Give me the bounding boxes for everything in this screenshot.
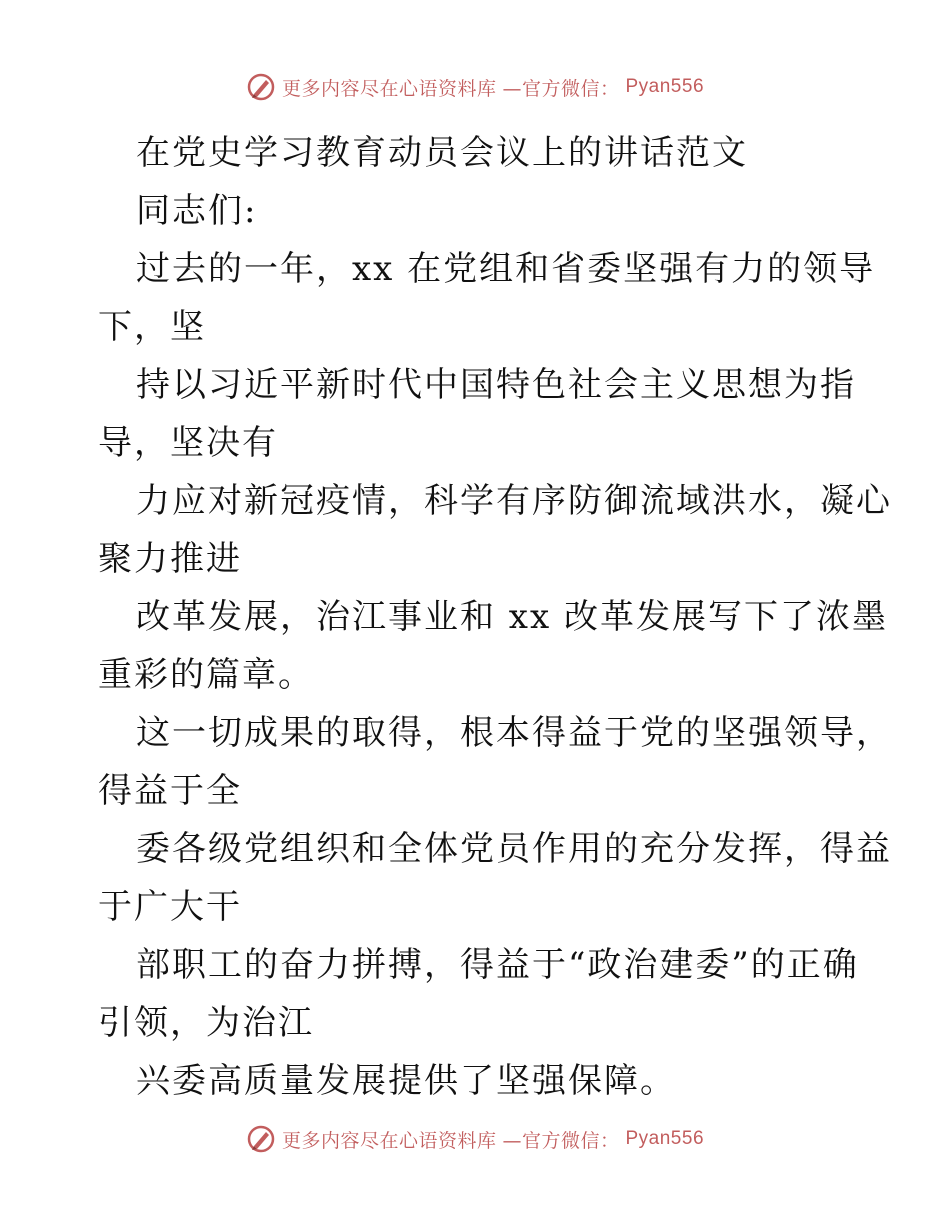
watermark-text: 更多内容尽在心语资料库 <box>281 77 497 100</box>
watermark-footer <box>0 1124 950 1154</box>
paragraph-line: 持以习近平新时代中国特色社会主义思想为指 <box>136 365 856 405</box>
paragraph-line: 聚力推进 <box>98 539 242 579</box>
paragraph-line: 委各级党组织和全体党员作用的充分发挥，得益 <box>136 829 892 869</box>
pen-logo-icon <box>246 1124 276 1154</box>
paragraph-line: 过去的一年，xx 在党组和省委坚强有力的领导 <box>136 249 876 289</box>
watermark-wechat-id: Pyan556 <box>625 1128 705 1149</box>
paragraph-line: 导，坚决有 <box>98 423 278 463</box>
document-title: 在党史学习教育动员会议上的讲话范文 <box>136 133 748 173</box>
paragraph-line: 引领，为治江 <box>98 1003 314 1043</box>
pen-logo-icon <box>246 72 276 102</box>
watermark-separator: —官方微信： <box>502 1129 620 1152</box>
document-body <box>98 124 892 1110</box>
watermark-wechat-id: Pyan556 <box>625 76 705 97</box>
paragraph-line: 部职工的奋力拼搏，得益于“政治建委”的正确 <box>136 945 859 985</box>
paragraph-line: 于广大干 <box>98 887 242 927</box>
paragraph-line: 这一切成果的取得，根本得益于党的坚强领导， <box>136 713 892 753</box>
watermark-header <box>0 72 950 102</box>
watermark-separator: —官方微信： <box>502 77 620 100</box>
paragraph-line: 力应对新冠疫情，科学有序防御流域洪水，凝心 <box>136 481 892 521</box>
watermark-text: 更多内容尽在心语资料库 <box>281 1129 497 1152</box>
paragraph-line: 得益于全 <box>98 771 242 811</box>
paragraph-line: 兴委高质量发展提供了坚强保障。 <box>136 1061 676 1101</box>
paragraph-line: 下，坚 <box>98 307 206 347</box>
salutation: 同志们: <box>136 191 258 231</box>
paragraph-line: 改革发展，治江事业和 xx 改革发展写下了浓墨 <box>136 597 888 637</box>
paragraph-line: 重彩的篇章。 <box>98 655 314 695</box>
